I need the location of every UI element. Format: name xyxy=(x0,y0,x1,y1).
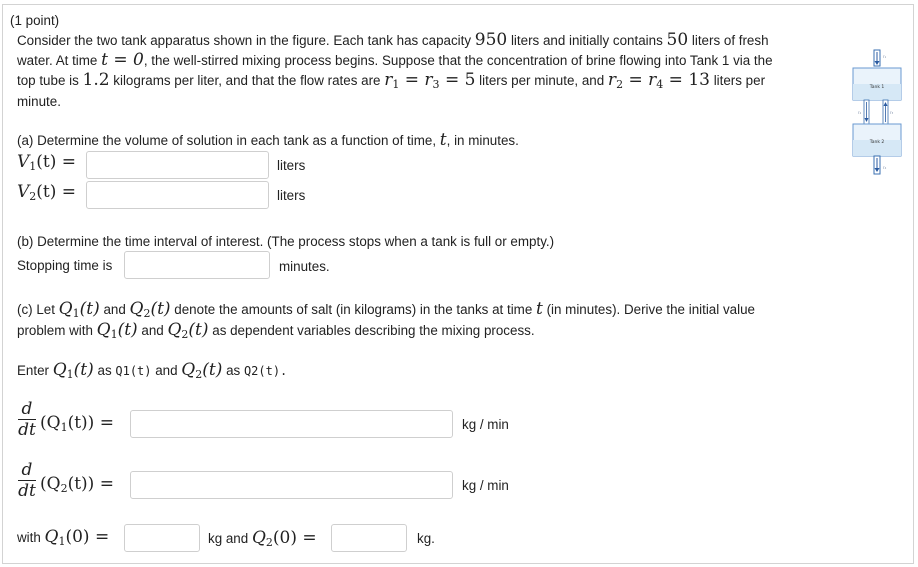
part-c-question-1: (c) Let $Q_1(t)$ and $Q_2(t)$ denote the amounts of salt (in kilograms) in the tanks at time t (in minutes). Derive the initial value xyxy=(17,299,755,320)
part-c-question-2: problem with $Q_1(t)$ and $Q_2(t)$ as dependent variables describing the mixing process. xyxy=(17,320,535,341)
v2-label: $V_2(t)$ = xyxy=(17,182,77,203)
label-r2: r₂ xyxy=(858,110,862,115)
capacity-value: 950 xyxy=(474,30,508,50)
initial-volume-value: 50 xyxy=(666,30,689,50)
v1-unit: liters xyxy=(277,158,306,173)
concentration-value: 1.2 xyxy=(82,70,110,90)
intro-line-1: Consider the two tank apparatus shown in the figure. Each tank has capacity 950 liters and initially contains 50 liters of fresh xyxy=(17,30,769,50)
part-b-question: (b) Determine the time interval of interest. (The process stops when a tank is full or empty.) xyxy=(17,234,555,249)
v2-input[interactable] xyxy=(86,181,269,209)
dq1-expression: $(Q_1(t))$ = xyxy=(40,413,114,434)
dq1-unit: kg / min xyxy=(462,417,509,432)
intro-line-4: minute. xyxy=(17,94,61,109)
stopping-time-unit: minutes. xyxy=(279,259,330,274)
v2-unit: liters xyxy=(277,188,306,203)
q2-initial-input[interactable] xyxy=(331,524,407,552)
dq2-unit: kg / min xyxy=(462,478,509,493)
part-a-question: (a) Determine the volume of solution in each tank as a function of time, t, in minutes. xyxy=(17,130,519,150)
q2-initial-label: kg and $Q_2(0)$ = xyxy=(208,528,317,549)
dq2-expression: $(Q_2(t))$ = xyxy=(40,474,114,495)
rate-b-value: 13 xyxy=(688,70,710,90)
kg-end-unit: kg. xyxy=(417,531,435,546)
initial-conditions: with $Q_1(0)$ = xyxy=(17,527,110,548)
rate-a-value: 5 xyxy=(464,70,476,90)
tank-1-label: Tank 1 xyxy=(869,85,885,90)
label-r1: r₁ xyxy=(883,54,887,59)
derivative-fraction-1: d dt xyxy=(18,399,36,440)
points-label: (1 point) xyxy=(10,13,60,28)
intro-line-2: water. At time t = 0, the well-stirred mixing process begins. Suppose that the concentration of brine flowing into Tank 1 via the xyxy=(17,50,773,70)
derivative-fraction-2: d dt xyxy=(18,460,36,501)
label-r4: r₄ xyxy=(883,165,887,170)
dq2-input[interactable] xyxy=(130,471,453,499)
stopping-time-input[interactable] xyxy=(124,251,270,279)
entry-instructions: Enter $Q_1(t)$ as Q1(t) and $Q_2(t)$ as Q2(t). xyxy=(17,360,288,381)
label-r3: r₃ xyxy=(890,110,894,115)
stopping-time-label: Stopping time is xyxy=(17,258,113,273)
dq1-input[interactable] xyxy=(130,410,453,438)
v1-label: $V_1(t)$ = xyxy=(17,152,77,173)
v1-input[interactable] xyxy=(86,151,269,179)
tank-diagram xyxy=(850,48,904,180)
intro-line-3: top tube is 1.2 kilograms per liter, and that the flow rates are $r_1 = r_3 = 5$ liters per minute, and $r_2 = r_4 = 13$ liters per xyxy=(17,70,766,91)
q1-initial-input[interactable] xyxy=(124,524,200,552)
tank-2-label: Tank 2 xyxy=(869,140,885,145)
